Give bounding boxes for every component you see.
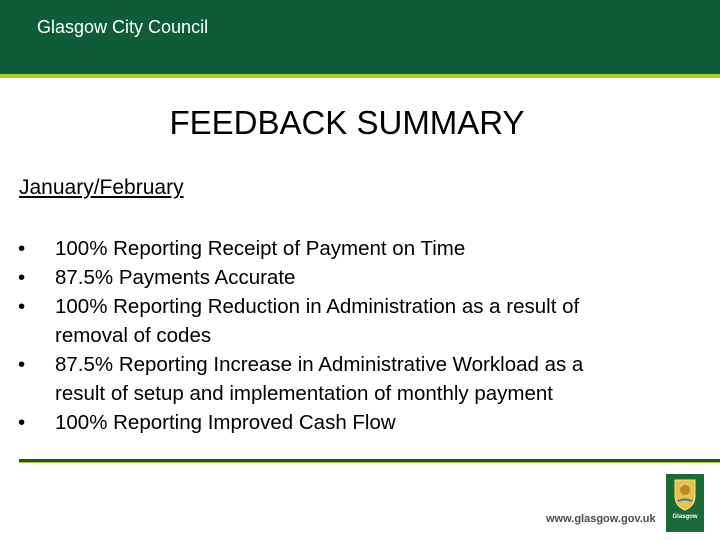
bullet-text-line: removal of codes — [55, 324, 212, 347]
bullet-item — [18, 292, 698, 350]
period-heading: January/February — [19, 176, 184, 199]
bullet-item — [18, 234, 698, 263]
bullet-item — [18, 263, 698, 292]
bullet-marker: • — [18, 411, 26, 434]
header-accent-line — [0, 74, 720, 78]
footer-divider-accent — [19, 462, 720, 463]
bullet-item — [18, 350, 698, 408]
crest-label: Glasgow — [672, 514, 698, 520]
bullet-text-line: result of setup and implementation of monthly payment — [55, 382, 553, 405]
bullet-marker: • — [18, 237, 26, 260]
bullet-text-line: 87.5% Payments Accurate — [55, 266, 296, 289]
bullet-text-line: 100% Reporting Receipt of Payment on Time — [55, 237, 466, 260]
organisation-name: Glasgow City Council — [37, 17, 209, 37]
header-bar — [0, 0, 720, 74]
bullet-marker: • — [18, 266, 26, 289]
slide-title: FEEDBACK SUMMARY — [169, 104, 525, 141]
website-url[interactable]: www.glasgow.gov.uk — [546, 513, 656, 525]
bullet-marker: • — [18, 295, 26, 318]
glasgow-crest-logo — [666, 474, 704, 532]
bullet-text-line: 100% Reporting Improved Cash Flow — [55, 411, 396, 434]
bullet-text-line: 100% Reporting Reduction in Administration as a result of — [55, 295, 580, 318]
bullet-item — [18, 408, 698, 437]
feedback-bullet-list — [18, 234, 698, 437]
bullet-marker: • — [18, 353, 26, 376]
bullet-text-line: 87.5% Reporting Increase in Administrative Workload as a — [55, 353, 584, 376]
